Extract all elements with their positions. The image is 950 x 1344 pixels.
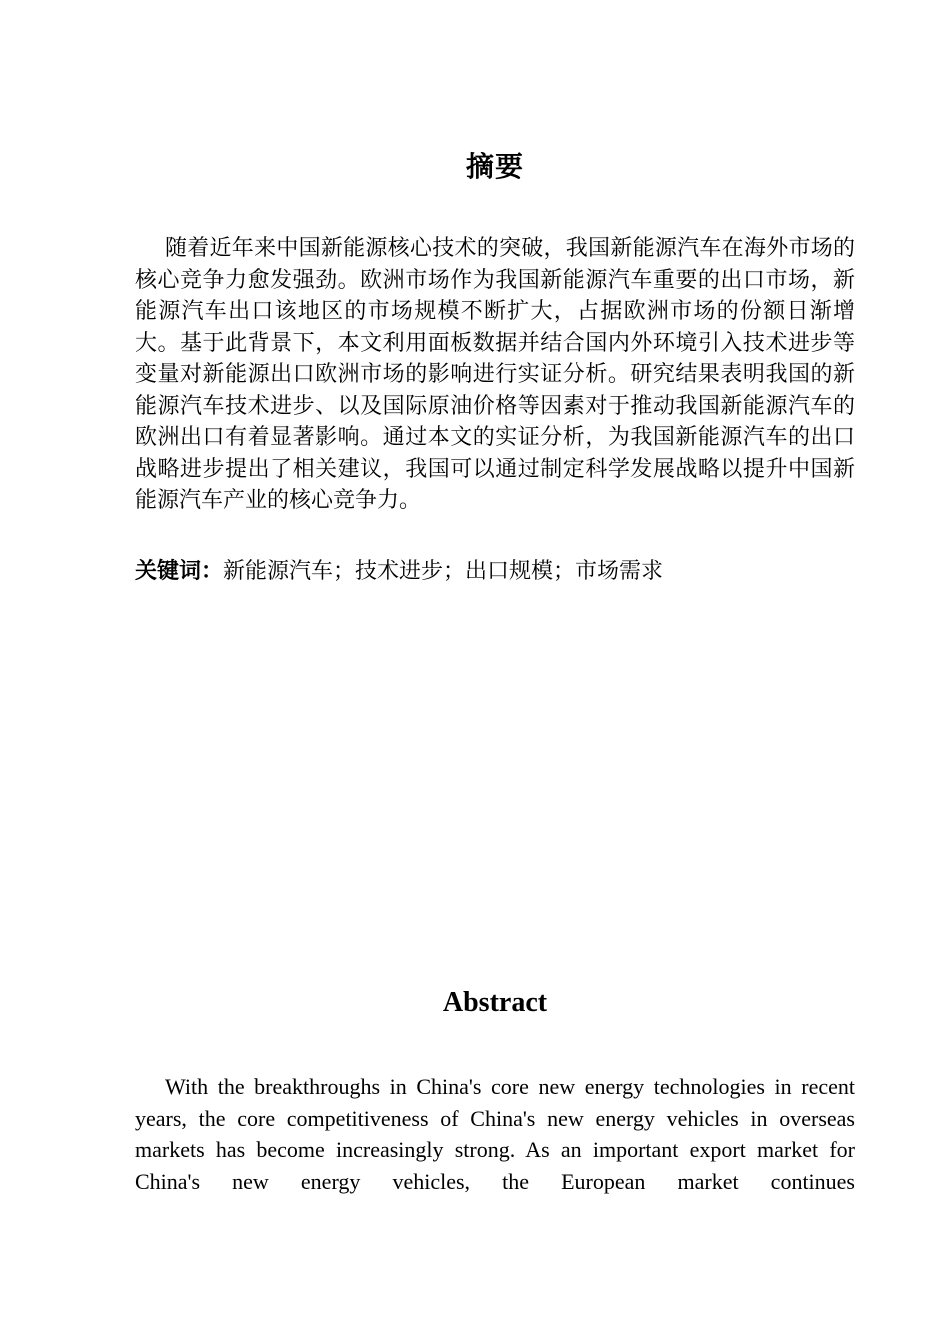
keywords-line <box>135 555 855 587</box>
chinese-abstract-paragraph: 随着近年来中国新能源核心技术的突破，我国新能源汽车在海外市场的核心竞争力愈发强劲。欧洲市场作为我国新能源汽车重要的出口市场，新能源汽车出口该地区的市场规模不断扩大，占据欧洲市场的份额日渐增大。基于此背景下，本文利用面板数据并结合国内外环境引入技术进步等变量对新能源出口欧洲市场的影响进行实证分析。研究结果表明我国的新能源汽车技术进步、以及国际原油价格等因素对于推动我国新能源汽车的欧洲出口有着显著影响。通过本文的实证分析，为我国新能源汽车的出口战略进步提出了相关建议，我国可以通过制定科学发展战略以提升中国新能源汽车产业的核心竞争力。 <box>135 235 855 512</box>
english-abstract-paragraph: With the breakthroughs in China's core new energy technologies in recent years, the core competitiveness of China's new energy vehicles in overseas markets has become increasingly strong. As an important export market for China's new energy vehicles, the European market continues <box>135 1074 855 1194</box>
keywords-text: 新能源汽车；技术进步；出口规模；市场需求 <box>223 557 664 583</box>
keywords-label: 关键词： <box>135 557 224 583</box>
english-abstract-title: Abstract <box>442 987 548 1018</box>
chinese-abstract-title: 摘要 <box>465 151 524 182</box>
